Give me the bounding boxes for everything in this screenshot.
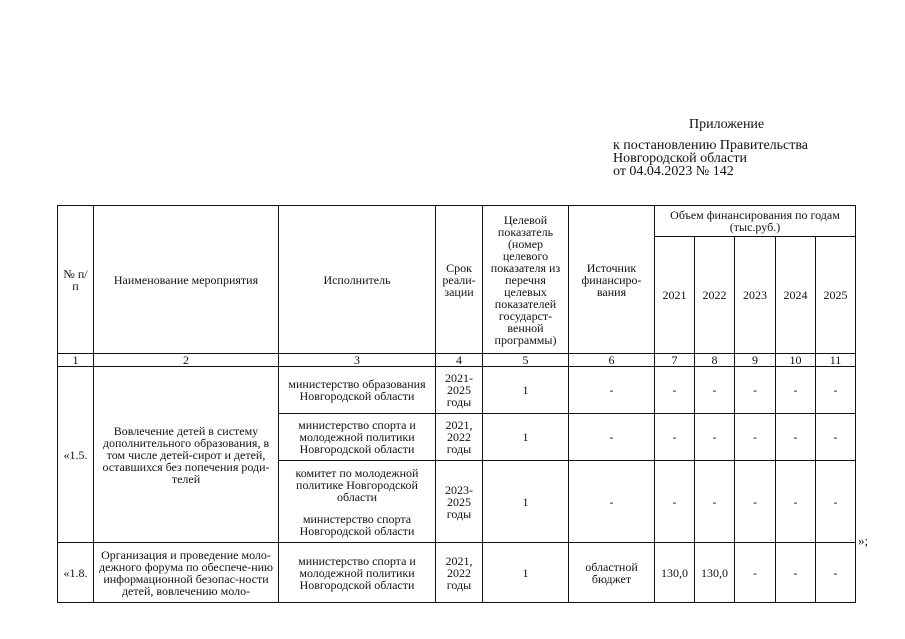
heading-line-1: к постановлению Правительства [613,138,809,153]
header-num: № п/п [58,206,94,354]
executor-cell [279,461,436,543]
value-cell: - [816,414,856,461]
target-cell: 1 [483,461,569,543]
value-cell: - [655,367,695,414]
table-row [58,543,856,603]
value-cell: - [695,414,735,461]
executor-extra-text: министерство спорта Новгородской области [299,511,415,538]
header-source: Источник финансиро-вания [569,206,655,354]
term-cell: 2021, 2022 годы [436,414,483,461]
value-cell: - [735,414,776,461]
column-number: 6 [569,354,655,367]
source-cell: - [569,367,655,414]
value-cell: - [816,367,856,414]
table-row [58,367,856,414]
column-number: 2 [94,354,279,367]
value-cell: 130,0 [695,543,735,603]
financing-table [57,205,856,603]
column-number: 9 [735,354,776,367]
row-number: «1.8. [58,543,94,603]
column-number: 1 [58,354,94,367]
column-number: 5 [483,354,569,367]
term-cell: 2021-2025 годы [436,367,483,414]
row-number: «1.5. [58,367,94,543]
value-cell: - [735,367,776,414]
value-cell: - [776,367,816,414]
header-year: 2021 [655,237,695,354]
heading-line-2: Новгородской области [613,151,747,166]
activity-name: Организация и проведение моло-дежного форума по обеспече-нию информационной безопас-ности детей, вовлечению моло- [94,543,279,603]
header-finance: Объем финансирования по годам (тыс.руб.) [655,206,856,237]
activity-name: Вовлечение детей в систему дополнительного образования, в том числе детей-сирот и детей, оставшихся без попечения роди-телей [94,367,279,543]
header-row-1 [58,206,856,237]
column-number: 4 [436,354,483,367]
executor-cell: министерство спорта и молодежной политики Новгородской области [279,414,436,461]
value-cell: - [776,543,816,603]
header-year: 2023 [735,237,776,354]
column-number: 3 [279,354,436,367]
term-cell: 2021, 2022 годы [436,543,483,603]
value-cell: - [735,543,776,603]
source-cell: - [569,461,655,543]
term-cell: 2023-2025 годы [436,461,483,543]
executor-cell: министерство спорта и молодежной политики Новгородской области [279,543,436,603]
header-target: Целевой показатель (номер целевого показателя из перечня целевых показателей государст-венной программы) [483,206,569,354]
value-cell: - [735,461,776,543]
header-year: 2024 [776,237,816,354]
header-year: 2022 [695,237,735,354]
closing-quote-mark: »; [858,533,869,548]
value-cell: - [776,461,816,543]
source-cell: областной бюджет [569,543,655,603]
value-cell: - [655,461,695,543]
column-number: 8 [695,354,735,367]
column-number: 7 [655,354,695,367]
header-name: Наименование мероприятия [94,206,279,354]
column-number: 10 [776,354,816,367]
value-cell: - [776,414,816,461]
target-cell: 1 [483,414,569,461]
value-cell: 130,0 [655,543,695,603]
value-cell: - [655,414,695,461]
executor-cell: министерство образования Новгородской области [279,367,436,414]
source-cell: - [569,414,655,461]
value-cell: - [816,461,856,543]
header-executor: Исполнитель [279,206,436,354]
appendix-title: Приложение [689,117,765,132]
column-number: 11 [816,354,856,367]
target-cell: 1 [483,367,569,414]
header-term: Срок реали-зации [436,206,483,354]
value-cell: - [695,367,735,414]
column-number-row [58,354,856,367]
value-cell: - [816,543,856,603]
target-cell: 1 [483,543,569,603]
heading-line-3: от 04.04.2023 № 142 [613,164,734,179]
header-year: 2025 [816,237,856,354]
value-cell: - [695,461,735,543]
executor-text: комитет по молодежной политике Новгородской области [295,465,419,504]
document-heading [613,118,873,178]
